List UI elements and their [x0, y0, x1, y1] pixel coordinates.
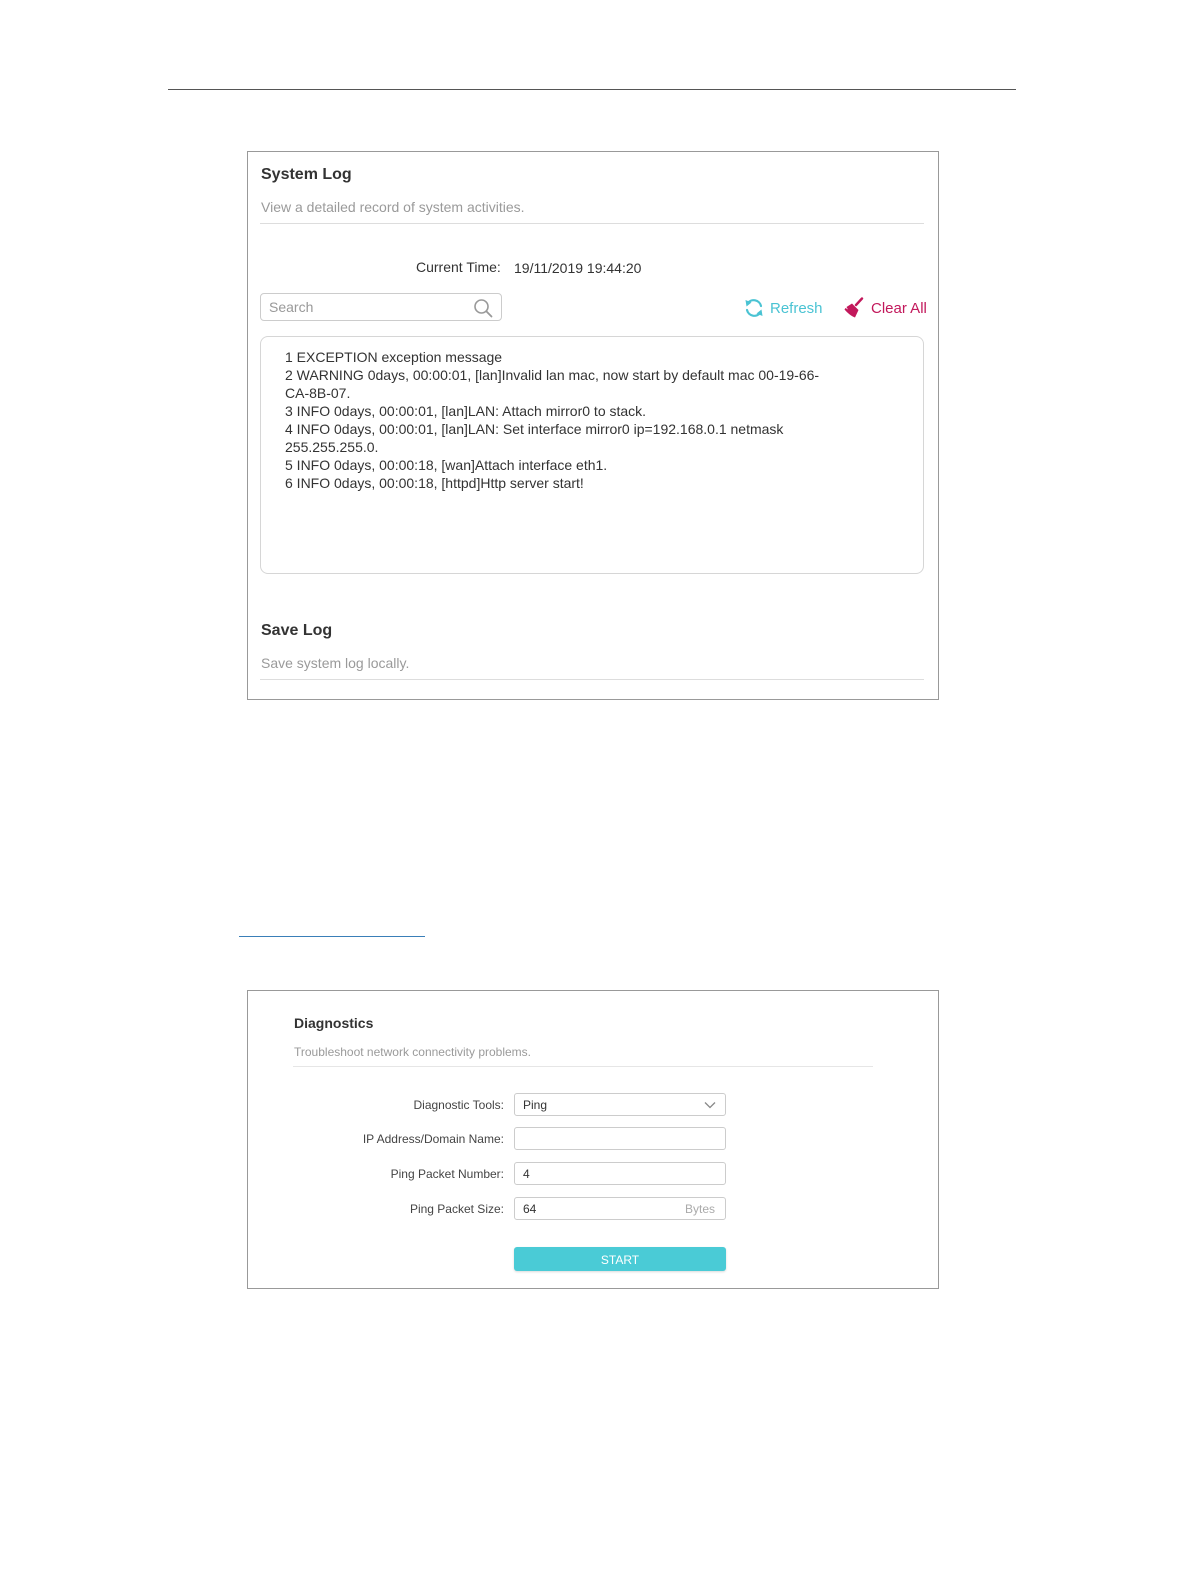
diagnostics-description: Troubleshoot network connectivity problems.: [294, 1045, 531, 1059]
chevron-down-icon: [703, 1098, 717, 1112]
search-input[interactable]: [269, 298, 459, 316]
ping-packet-size-label: Ping Packet Size:: [409, 1202, 504, 1216]
log-line: 3 INFO 0days, 00:00:01, [lan]LAN: Attach mirror0 to stack.: [285, 403, 647, 419]
log-textarea[interactable]: [260, 336, 924, 574]
current-time-value: 19/11/2019 19:44:20: [514, 260, 642, 276]
log-line: 4 INFO 0days, 00:00:01, [lan]LAN: Set interface mirror0 ip=192.168.0.1 netmask: [285, 421, 784, 437]
system-log-panel: [247, 151, 939, 700]
diagnostic-tools-label: Diagnostic Tools:: [413, 1098, 504, 1112]
ping-packet-number-input[interactable]: [523, 1166, 673, 1181]
ip-address-label: IP Address/Domain Name:: [362, 1132, 504, 1146]
ping-packet-size-unit: Bytes: [684, 1202, 715, 1216]
search-box[interactable]: [260, 293, 502, 321]
system-log-divider: [260, 223, 924, 224]
ping-packet-number-field[interactable]: [514, 1162, 726, 1185]
current-time-label: Current Time:: [416, 259, 501, 275]
system-log-title: System Log: [261, 166, 352, 183]
refresh-icon: [743, 297, 765, 319]
log-line: 1 EXCEPTION exception message: [285, 349, 503, 365]
refresh-label: Refresh: [770, 299, 823, 317]
ping-packet-number-label: Ping Packet Number:: [390, 1167, 504, 1181]
diagnostic-tools-select[interactable]: [514, 1093, 726, 1116]
system-log-description: View a detailed record of system activities.: [261, 199, 525, 215]
broom-icon: [843, 297, 865, 319]
header-rule: [168, 89, 1016, 90]
save-log-divider: [260, 679, 924, 680]
ip-address-input[interactable]: [523, 1131, 673, 1146]
save-log-description: Save system log locally.: [261, 655, 410, 671]
ip-address-field[interactable]: [514, 1127, 726, 1150]
search-icon[interactable]: [473, 298, 493, 318]
log-line: CA-8B-07.: [285, 385, 351, 401]
log-line: 255.255.255.0.: [285, 439, 379, 455]
clear-all-label: Clear All: [871, 299, 927, 317]
save-log-title: Save Log: [261, 622, 333, 639]
ping-packet-size-input[interactable]: [523, 1201, 673, 1216]
ping-packet-size-field[interactable]: [514, 1197, 726, 1220]
diagnostics-panel: [247, 990, 939, 1289]
refresh-button[interactable]: [743, 297, 823, 319]
diagnostics-divider: [293, 1066, 873, 1067]
clear-all-button[interactable]: [843, 297, 927, 319]
log-line: 5 INFO 0days, 00:00:18, [wan]Attach interface eth1.: [285, 457, 608, 473]
log-line: 6 INFO 0days, 00:00:18, [httpd]Http server start!: [285, 475, 584, 491]
link-underline: [239, 936, 425, 937]
diagnostics-title: Diagnostics: [294, 1015, 374, 1031]
diagnostic-tools-value: Ping: [523, 1098, 548, 1112]
log-line: 2 WARNING 0days, 00:00:01, [lan]Invalid lan mac, now start by default mac 00-19-66-: [285, 367, 820, 383]
start-button[interactable]: START: [514, 1247, 726, 1271]
